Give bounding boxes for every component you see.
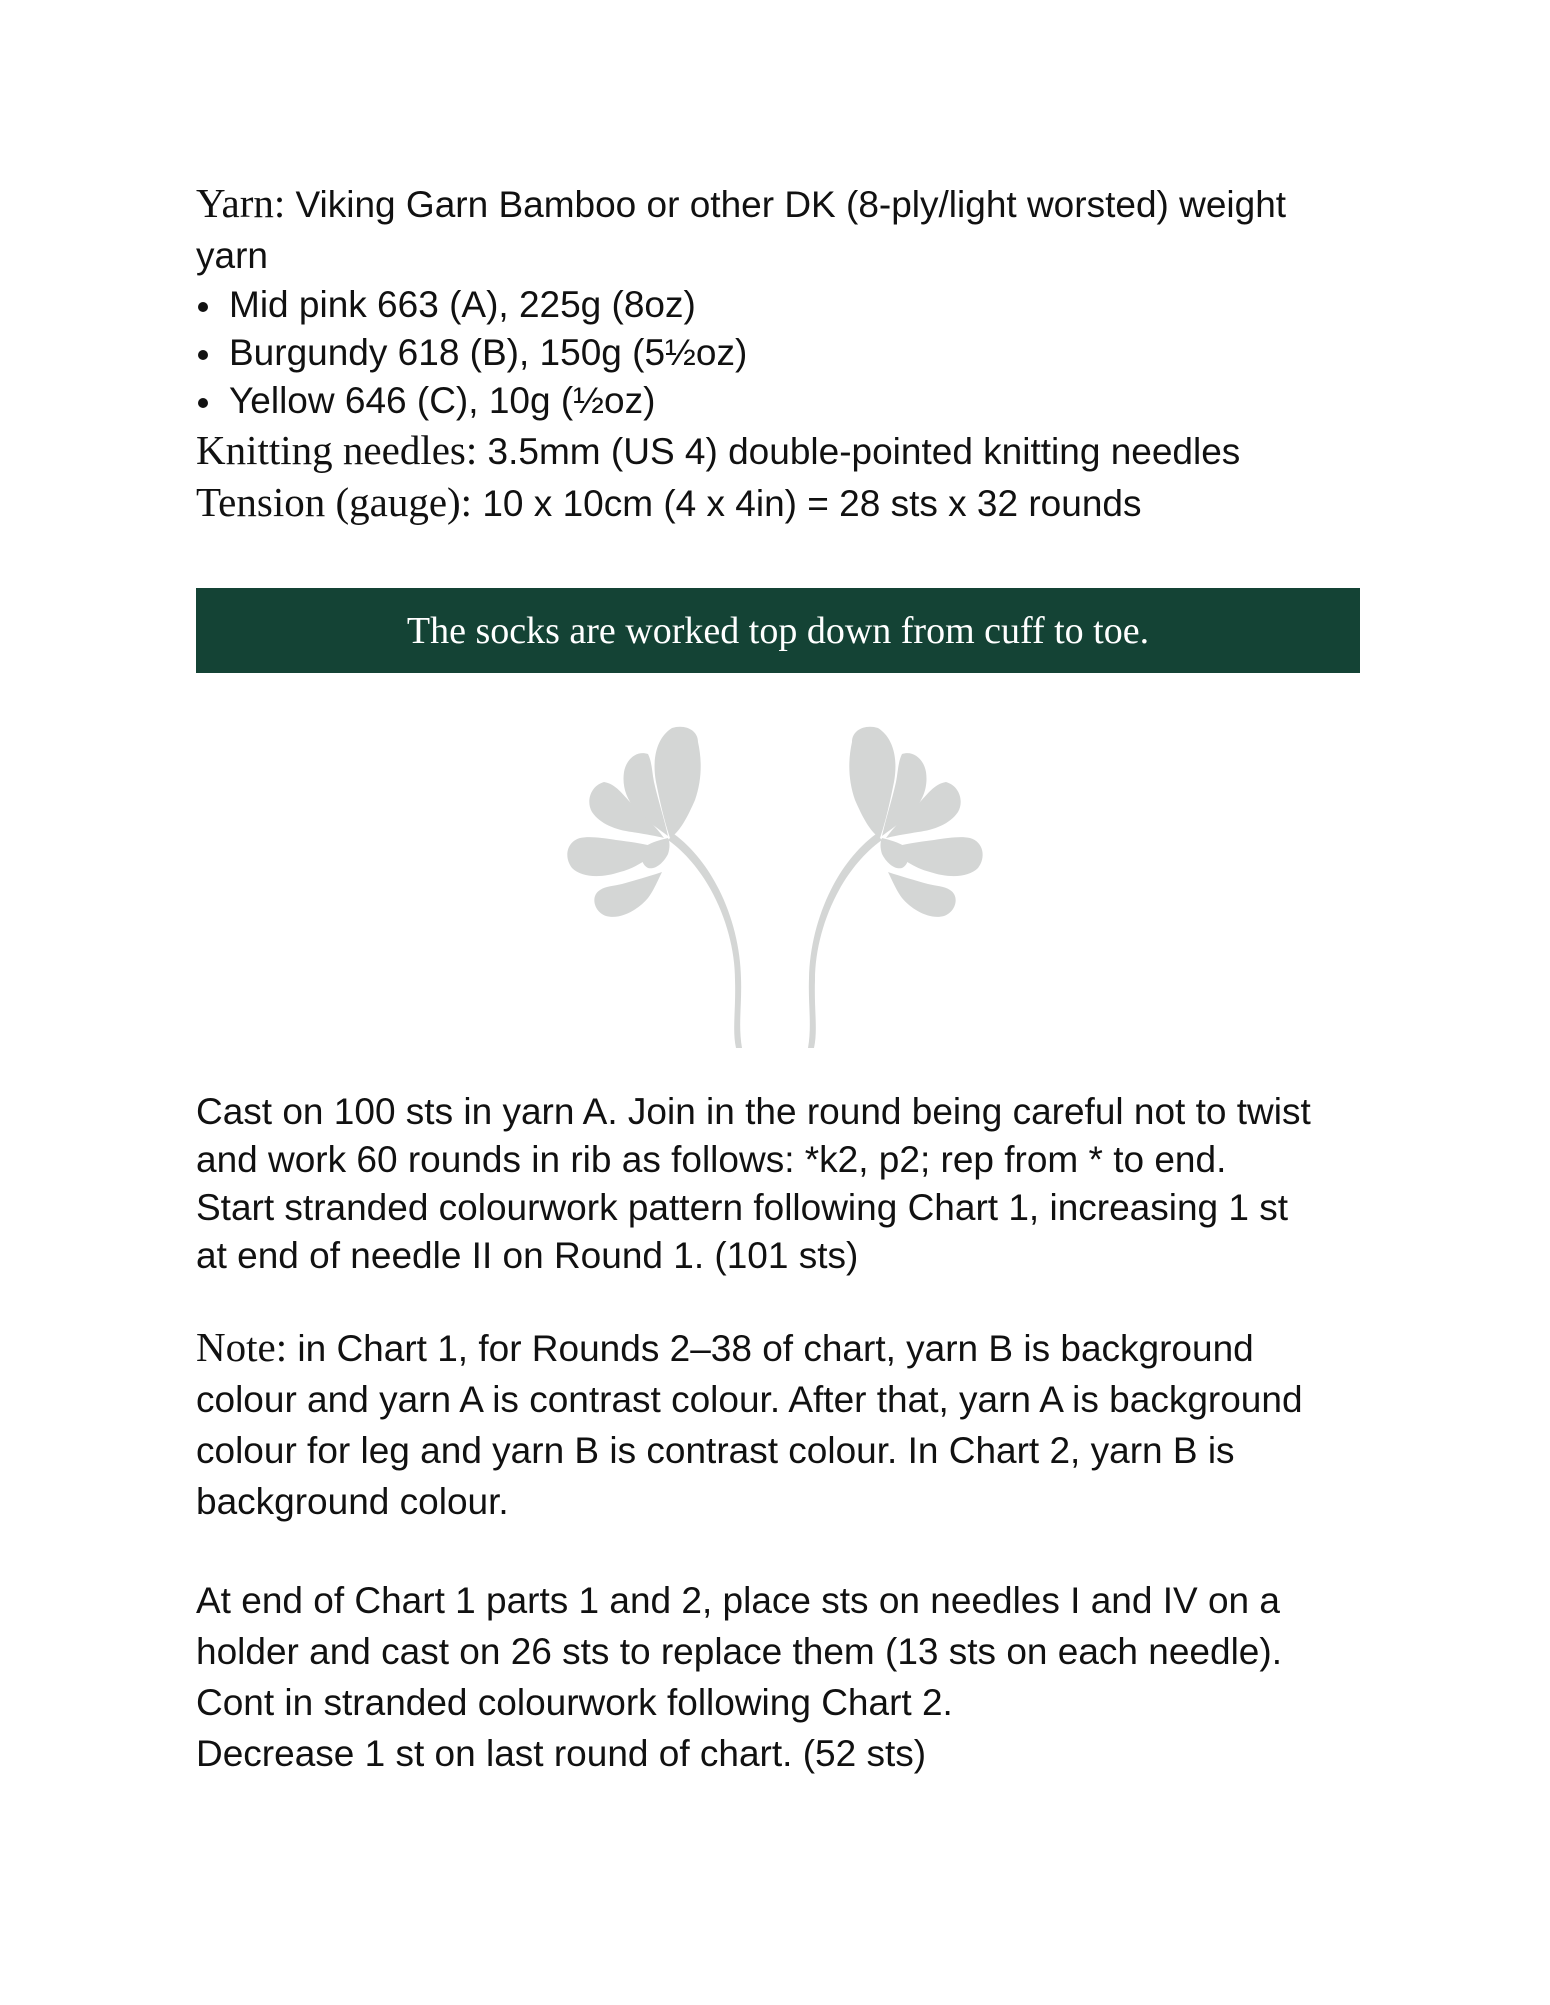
construction-banner: The socks are worked top down from cuff to toe. xyxy=(196,588,1360,673)
yarn-text: Viking Garn Bamboo or other DK (8-ply/light worsted) weight xyxy=(285,184,1287,225)
instruction-line: At end of Chart 1 parts 1 and 2, place sts on needles I and IV on a xyxy=(196,1580,1280,1621)
note-section xyxy=(196,1322,1360,1527)
chart-instructions xyxy=(196,1575,1360,1779)
cast-on-instructions xyxy=(196,1088,1360,1280)
instruction-line: and work 60 rounds in rib as follows: *k2, p2; rep from * to end. xyxy=(196,1139,1227,1180)
list-item: Burgundy 618 (B), 150g (5½oz) xyxy=(196,329,1361,377)
instruction-line: Decrease 1 st on last round of chart. (52 sts) xyxy=(196,1733,927,1774)
needles-text: 3.5mm (US 4) double-pointed knitting needles xyxy=(477,431,1241,472)
materials-section xyxy=(196,178,1361,529)
needles-line xyxy=(196,425,1361,477)
yarn-colour-list xyxy=(196,281,1361,425)
instruction-line: at end of needle II on Round 1. (101 sts) xyxy=(196,1235,859,1276)
tension-text: 10 x 10cm (4 x 4in) = 28 sts x 32 rounds xyxy=(472,483,1142,524)
yarn-line xyxy=(196,178,1361,230)
note-line xyxy=(196,1322,1360,1374)
instruction-line: Start stranded colourwork pattern following Chart 1, increasing 1 st xyxy=(196,1187,1289,1228)
list-item: Yellow 646 (C), 10g (½oz) xyxy=(196,377,1361,425)
ginkgo-leaves-icon xyxy=(560,720,990,1050)
instruction-line: Cont in stranded colourwork following Chart 2. xyxy=(196,1682,953,1723)
yarn-line-continued: yarn xyxy=(196,235,268,276)
note-line: colour and yarn A is contrast colour. After that, yarn A is background xyxy=(196,1379,1303,1420)
note-line: colour for leg and yarn B is contrast colour. In Chart 2, yarn B is xyxy=(196,1430,1235,1471)
instruction-line: holder and cast on 26 sts to replace them (13 sts on each needle). xyxy=(196,1631,1282,1672)
tension-label: Tension (gauge): xyxy=(196,479,473,525)
needles-label: Knitting needles: xyxy=(196,427,478,473)
tension-line xyxy=(196,477,1361,529)
note-line: background colour. xyxy=(196,1481,509,1522)
list-item: Mid pink 663 (A), 225g (8oz) xyxy=(196,281,1361,329)
note-label: Note: xyxy=(196,1324,288,1370)
note-text: in Chart 1, for Rounds 2–38 of chart, yarn B is background xyxy=(287,1328,1254,1369)
instruction-line: Cast on 100 sts in yarn A. Join in the round being careful not to twist xyxy=(196,1091,1311,1132)
yarn-label: Yarn: xyxy=(196,180,286,226)
